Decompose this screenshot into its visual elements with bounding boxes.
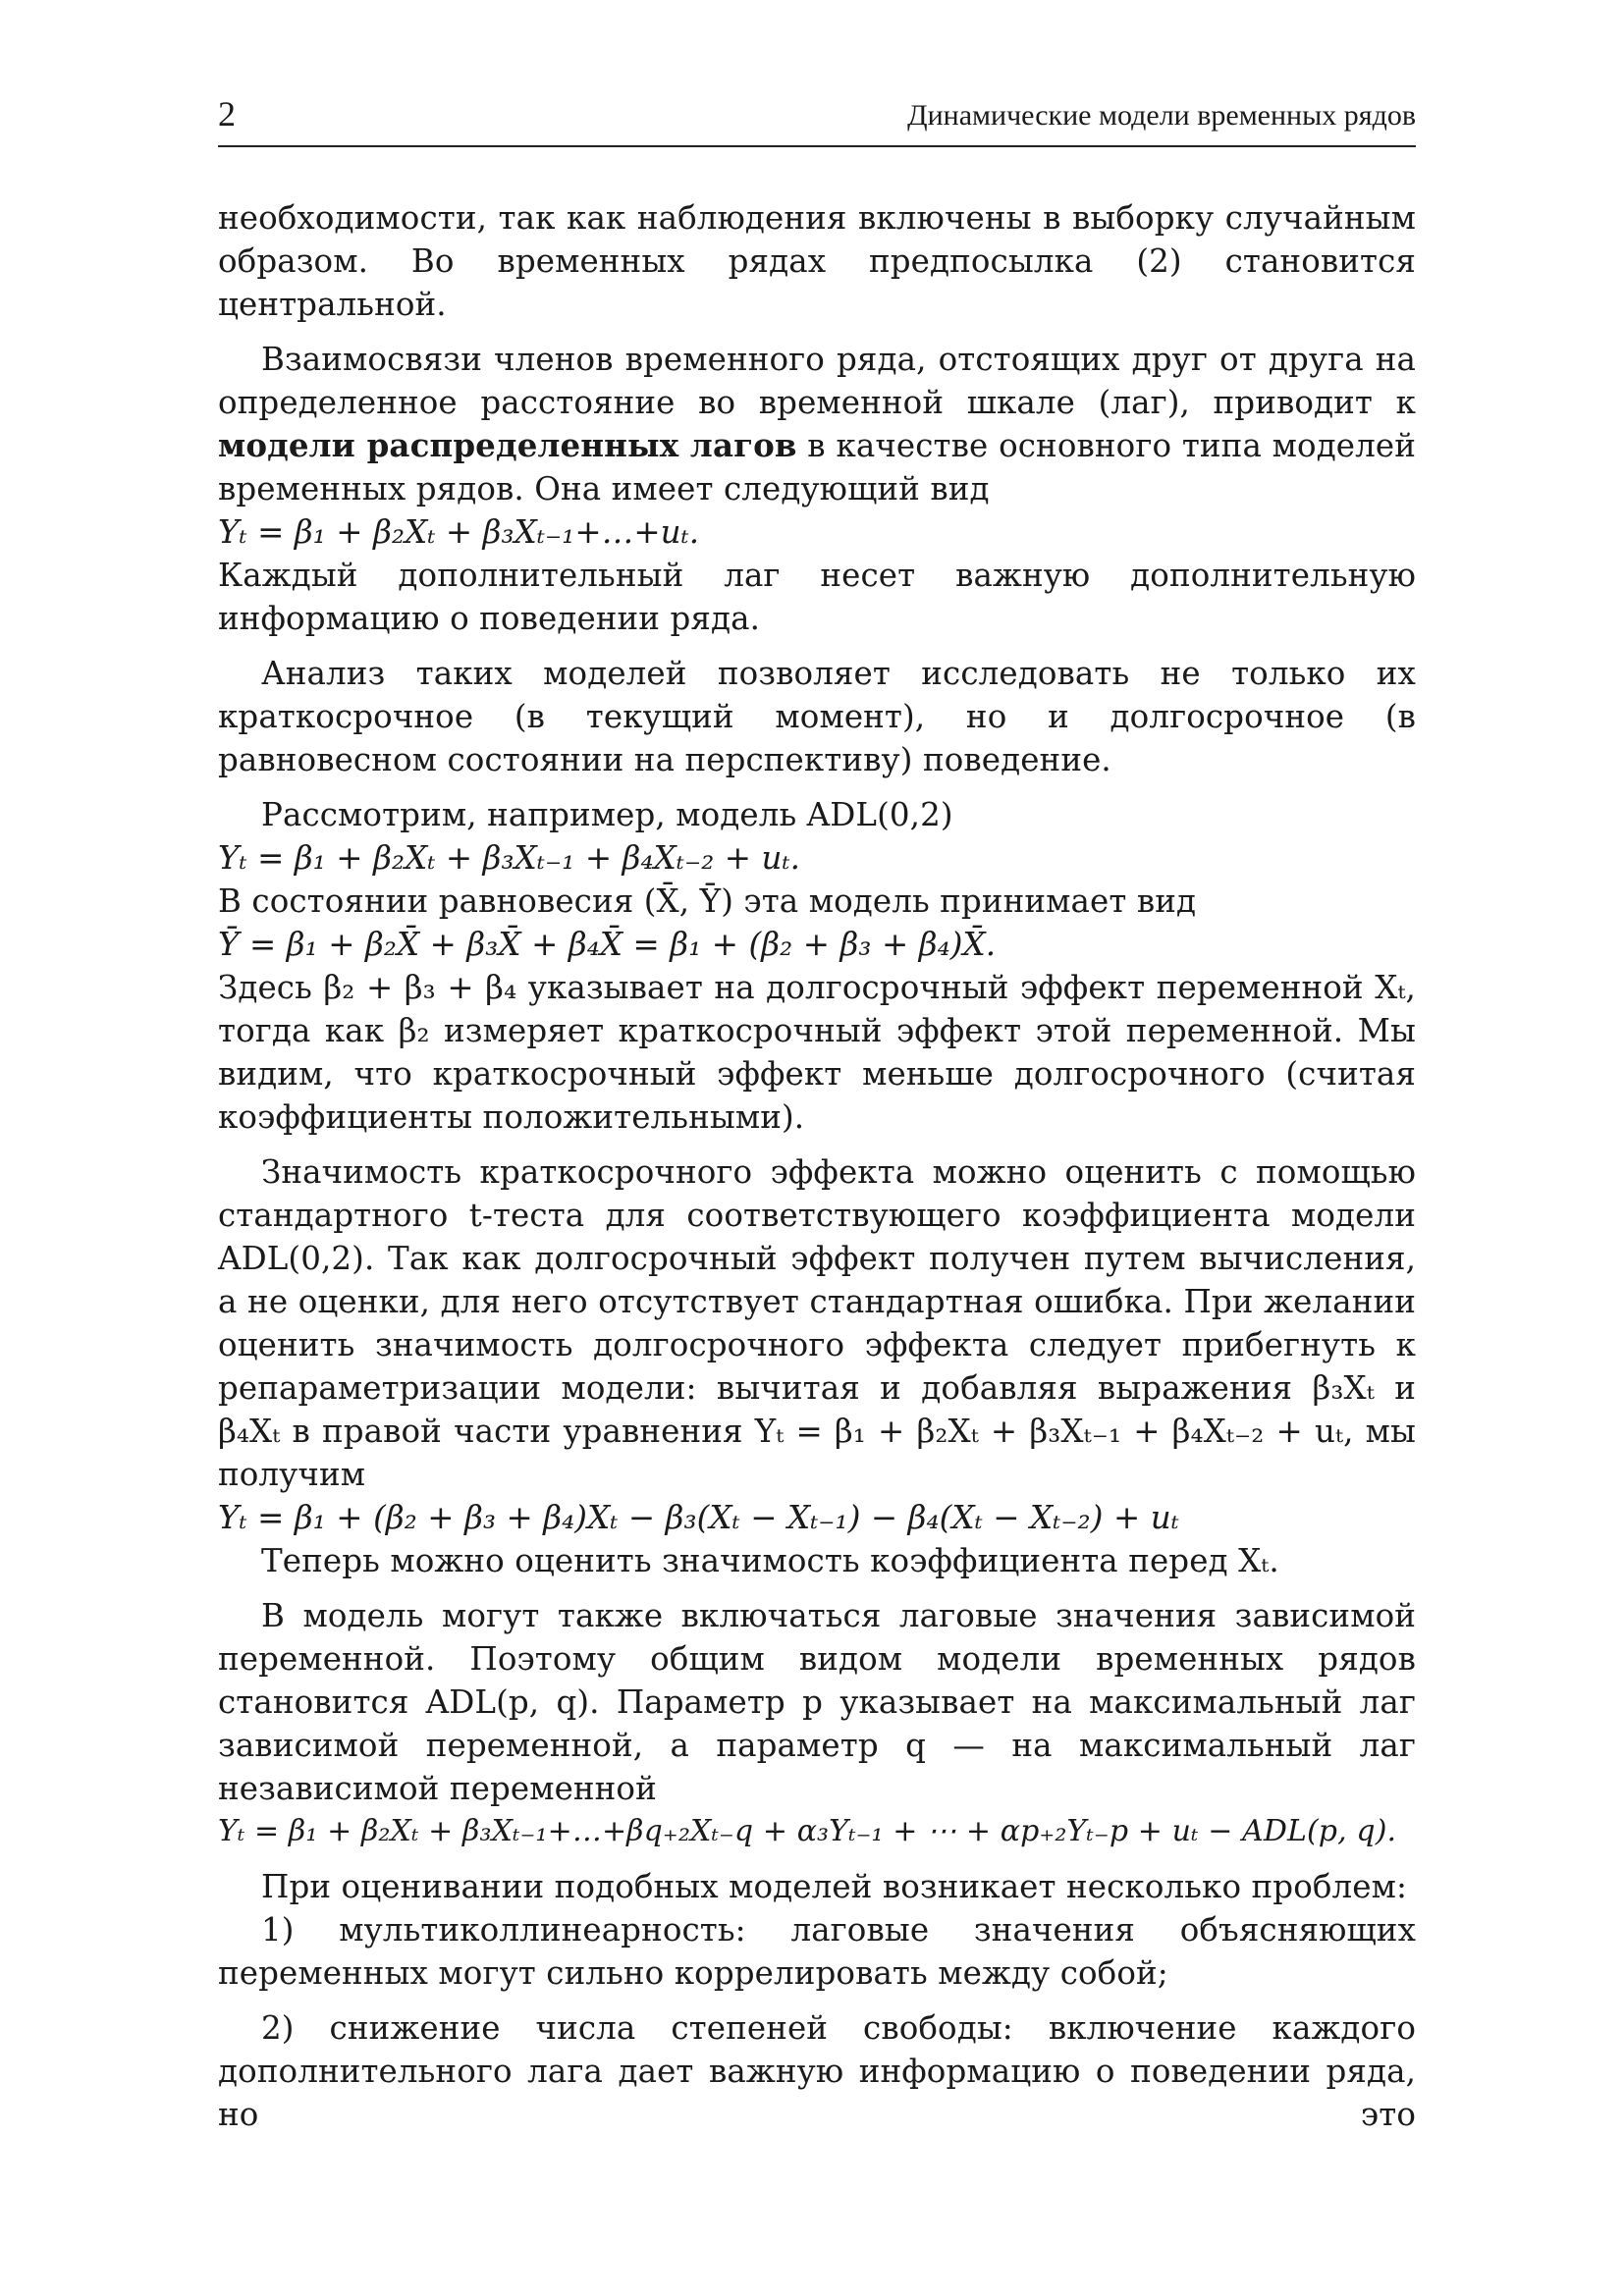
formula-5: Yₜ = β₁ + β₂Xₜ + β₃Xₜ₋₁+…+βq₊₂Xₜ₋q + α₃Yₜ₋₁ + ⋯ + αp₊₂Yₜ₋p + uₜ − ADL(p, q). — [218, 1814, 1397, 1848]
formula-3: Ȳ = β₁ + β₂X̄ + β₃X̄ + β₄X̄ = β₁ + (β₂ + β₃ + β₄)X̄. — [218, 926, 997, 963]
list-item-2: 2) снижение числа степеней свободы: включение каждого дополнительного лага дает важную информацию о поведении ряда, но это — [218, 2009, 1416, 2133]
running-title: Динамические модели временных рядов — [907, 99, 1416, 132]
paragraph-2-post: в качестве основного типа моделей временных рядов. Она имеет следующий вид — [218, 427, 1416, 507]
formula-4: Yₜ = β₁ + (β₂ + β₃ + β₄)Xₜ − β₃(Xₜ − Xₜ₋₁) − β₄(Xₜ − Xₜ₋₂) + uₜ — [218, 1499, 1179, 1536]
paragraph-2-pre: Взаимосвязи членов временного ряда, отстоящих друг от друга на определенное расстояние во временной шкале (лаг), приводит к — [218, 341, 1416, 421]
body-text — [218, 196, 1416, 2136]
paragraph-8: Значимость краткосрочного эффекта можно оценить с помощью стандартного t-теста для соответствующего коэффициента модели ADL(0,2). Так как долгосрочный эффект получен путем вычисления, а не оценки, для него отсутствует стандартная ошибка. При желании оценить значимость долгосрочного эффекта следует прибегнуть к репараметризации модели: вычитая и добавляя выражения β₃Xₜ и β₄Xₜ в правой части уравнения Yₜ = β₁ + β₂Xₜ + β₃Xₜ₋₁ + β₄Xₜ₋₂ + uₜ, мы получим — [218, 1153, 1416, 1493]
page-number: 2 — [218, 94, 236, 133]
list-item-1: 1) мультиколлинеарность: лаговые значения объясняющих переменных могут сильно коррелировать между собой; — [218, 1911, 1416, 1992]
paragraph-2 — [218, 338, 1416, 510]
paragraph-5: Рассмотрим, например, модель ADL(0,2) — [261, 796, 953, 833]
formula-2: Yₜ = β₁ + β₂Xₜ + β₃Xₜ₋₁ + β₄Xₜ₋₂ + uₜ. — [218, 839, 801, 877]
paragraph-6: В состоянии равновесия (X̄, Ȳ) эта модель принимает вид — [218, 882, 1197, 920]
paragraph-3: Каждый дополнительный лаг несет важную дополнительную информацию о поведении ряда. — [218, 557, 1416, 637]
paragraph-4: Анализ таких моделей позволяет исследовать не только их краткосрочное (в текущий момент), но и долгосрочное (в равновесном состоянии на перспективу) поведение. — [218, 655, 1416, 778]
term-distributed-lags: модели распределенных лагов — [218, 426, 797, 464]
paragraph-7: Здесь β₂ + β₃ + β₄ указывает на долгосрочный эффект переменной Xₜ, тогда как β₂ измеряет краткосрочный эффект этой переменной. Мы видим, что краткосрочный эффект меньше долгосрочного (считая коэффициенты положительными). — [218, 969, 1416, 1136]
paragraph-11: При оценивании подобных моделей возникает несколько проблем: — [261, 1868, 1408, 1905]
formula-1: Yₜ = β₁ + β₂Xₜ + β₃Xₜ₋₁+…+uₜ. — [218, 513, 700, 551]
page-header — [218, 94, 1416, 147]
paragraph-1: необходимости, так как наблюдения включены в выборку случайным образом. Во временных рядах предпосылка (2) становится центральной. — [218, 199, 1416, 323]
paragraph-10: В модель могут также включаться лаговые значения зависимой переменной. Поэтому общим видом модели временных рядов становится ADL(p, q). Параметр p указывает на максимальный лаг зависимой переменной, а параметр q — на максимальный лаг независимой переменной — [218, 1597, 1416, 1807]
paragraph-9: Теперь можно оценить значимость коэффициента перед Xₜ. — [261, 1542, 1279, 1579]
